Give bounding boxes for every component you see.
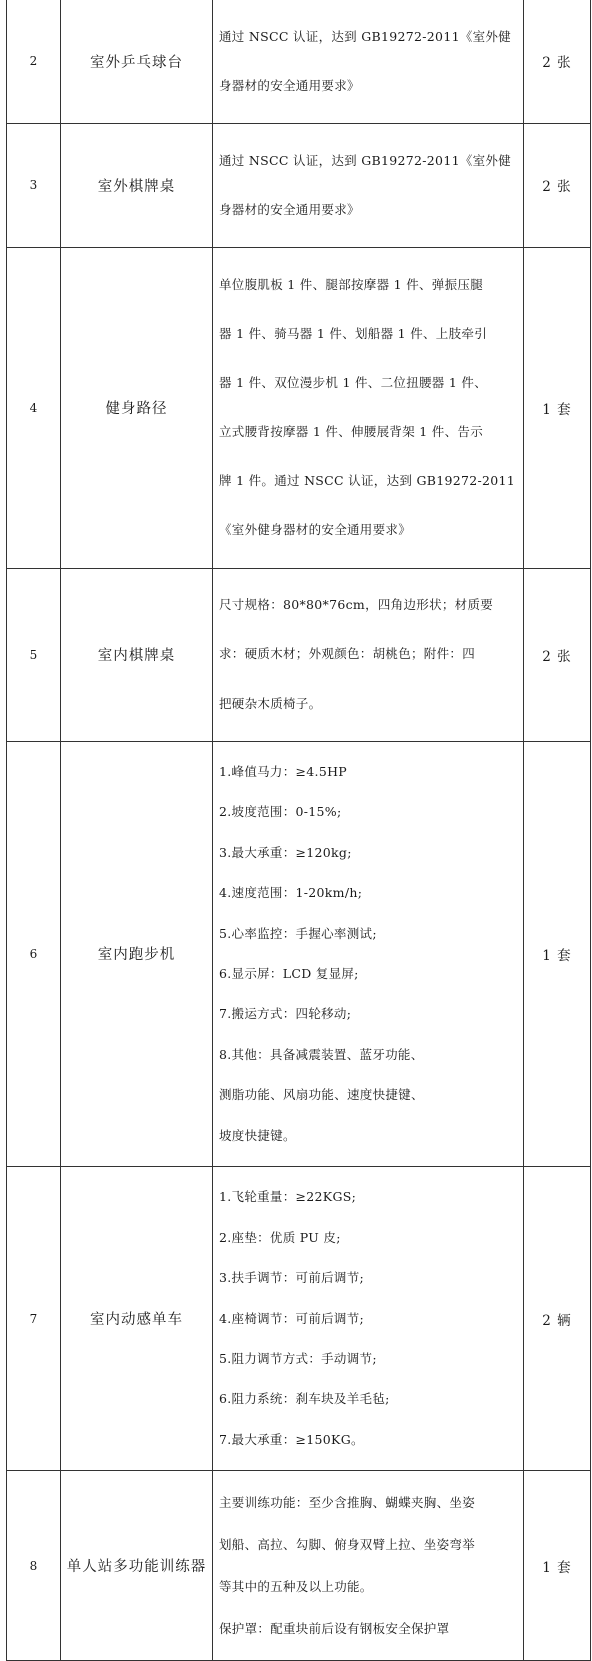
row-number: 3 [7,123,61,247]
table-row [7,123,591,247]
item-quantity: 1 套 [524,741,591,1166]
spec-line: 单位腹肌板 1 件、腿部按摩器 1 件、弹振压腿 [219,276,483,292]
item-name: 室外棋牌桌 [61,123,213,247]
item-name: 单人站多功能训练器 [61,1471,213,1661]
row-number: 8 [7,1471,61,1661]
spec-line: 7.搬运方式：四轮移动; [219,1006,352,1022]
spec-line: 4.座椅调节：可前后调节; [219,1310,365,1326]
item-name: 室外乒乓球台 [61,0,213,123]
spec-line: 主要训练功能：至少含推胸、蝴蝶夹胸、坐姿 [219,1495,476,1511]
row-number: 2 [7,0,61,123]
spec-line: 把硬杂木质椅子。 [219,695,322,711]
spec-line: 等其中的五种及以上功能。 [219,1579,373,1595]
item-spec [213,0,524,123]
spec-line: 3.最大承重：≥120kg; [219,844,352,860]
item-spec [213,1471,524,1661]
spec-line: 8.其他：具备减震装置、蓝牙功能、 [219,1046,424,1062]
item-quantity: 1 套 [524,1471,591,1661]
item-name: 健身路径 [61,247,213,568]
spec-line: 坡度快捷键。 [219,1127,296,1143]
row-number: 5 [7,568,61,741]
row-number: 6 [7,741,61,1166]
table-row [7,568,591,741]
item-quantity: 2 辆 [524,1167,591,1471]
item-quantity: 2 张 [524,568,591,741]
spec-line: 2.坡度范围：0-15%; [219,804,342,820]
item-quantity: 2 张 [524,0,591,123]
table-row [7,0,591,123]
table-row [7,1167,591,1471]
spec-line: 牌 1 件。通过 NSCC 认证，达到 GB19272-2011 [219,473,516,489]
item-spec [213,123,524,247]
spec-line: 6.显示屏：LCD 复显屏; [219,966,359,982]
spec-line: 6.阻力系统：刹车块及羊毛毡; [219,1391,390,1407]
table-row [7,1471,591,1661]
spec-line: 5.阻力调节方式：手动调节; [219,1350,377,1366]
table-row [7,247,591,568]
item-spec [213,741,524,1166]
equipment-table [6,0,591,1661]
item-spec [213,247,524,568]
table-row [7,741,591,1166]
item-name: 室内动感单车 [61,1167,213,1471]
row-number: 4 [7,247,61,568]
spec-line: 求：硬质木材；外观颜色：胡桃色；附件：四 [219,646,476,662]
equipment-table-body [7,0,591,1661]
spec-line: 7.最大承重：≥150KG。 [219,1431,364,1447]
spec-line: 3.扶手调节：可前后调节; [219,1270,365,1286]
spec-line: 尺寸规格：80*80*76cm，四角边形状；材质要 [219,597,494,613]
spec-line: 器 1 件、双位漫步机 1 件、二位扭腰器 1 件、 [219,374,487,390]
item-spec [213,568,524,741]
row-number: 7 [7,1167,61,1471]
spec-line: 《室外健身器材的安全通用要求》 [219,522,412,538]
item-quantity: 2 张 [524,123,591,247]
spec-line: 通过 NSCC 认证，达到 GB19272-2011《室外健 [219,28,512,44]
equipment-table-container [6,0,590,1661]
spec-line: 测脂功能、风扇功能、速度快捷键、 [219,1087,424,1103]
spec-line: 保护罩：配重块前后设有钢板安全保护罩 [219,1621,450,1637]
spec-line: 1.飞轮重量：≥22KGS; [219,1189,357,1205]
item-name: 室内跑步机 [61,741,213,1166]
item-name: 室内棋牌桌 [61,568,213,741]
spec-line: 2.座垫：优质 PU 皮; [219,1229,341,1245]
spec-line: 5.心率监控：手握心率测试; [219,925,377,941]
spec-line: 1.峰值马力：≥4.5HP [219,764,347,780]
item-quantity: 1 套 [524,247,591,568]
spec-line: 4.速度范围：1-20km/h; [219,885,363,901]
spec-line: 通过 NSCC 认证，达到 GB19272-2011《室外健 [219,152,512,168]
spec-line: 身器材的安全通用要求》 [219,77,360,93]
spec-line: 器 1 件、骑马器 1 件、划船器 1 件、上肢牵引 [219,325,487,341]
spec-line: 划船、高拉、勾脚、俯身双臂上拉、坐姿弯举 [219,1537,476,1553]
spec-line: 身器材的安全通用要求》 [219,201,360,217]
spec-line: 立式腰背按摩器 1 件、伸腰展背架 1 件、告示 [219,424,483,440]
item-spec [213,1167,524,1471]
